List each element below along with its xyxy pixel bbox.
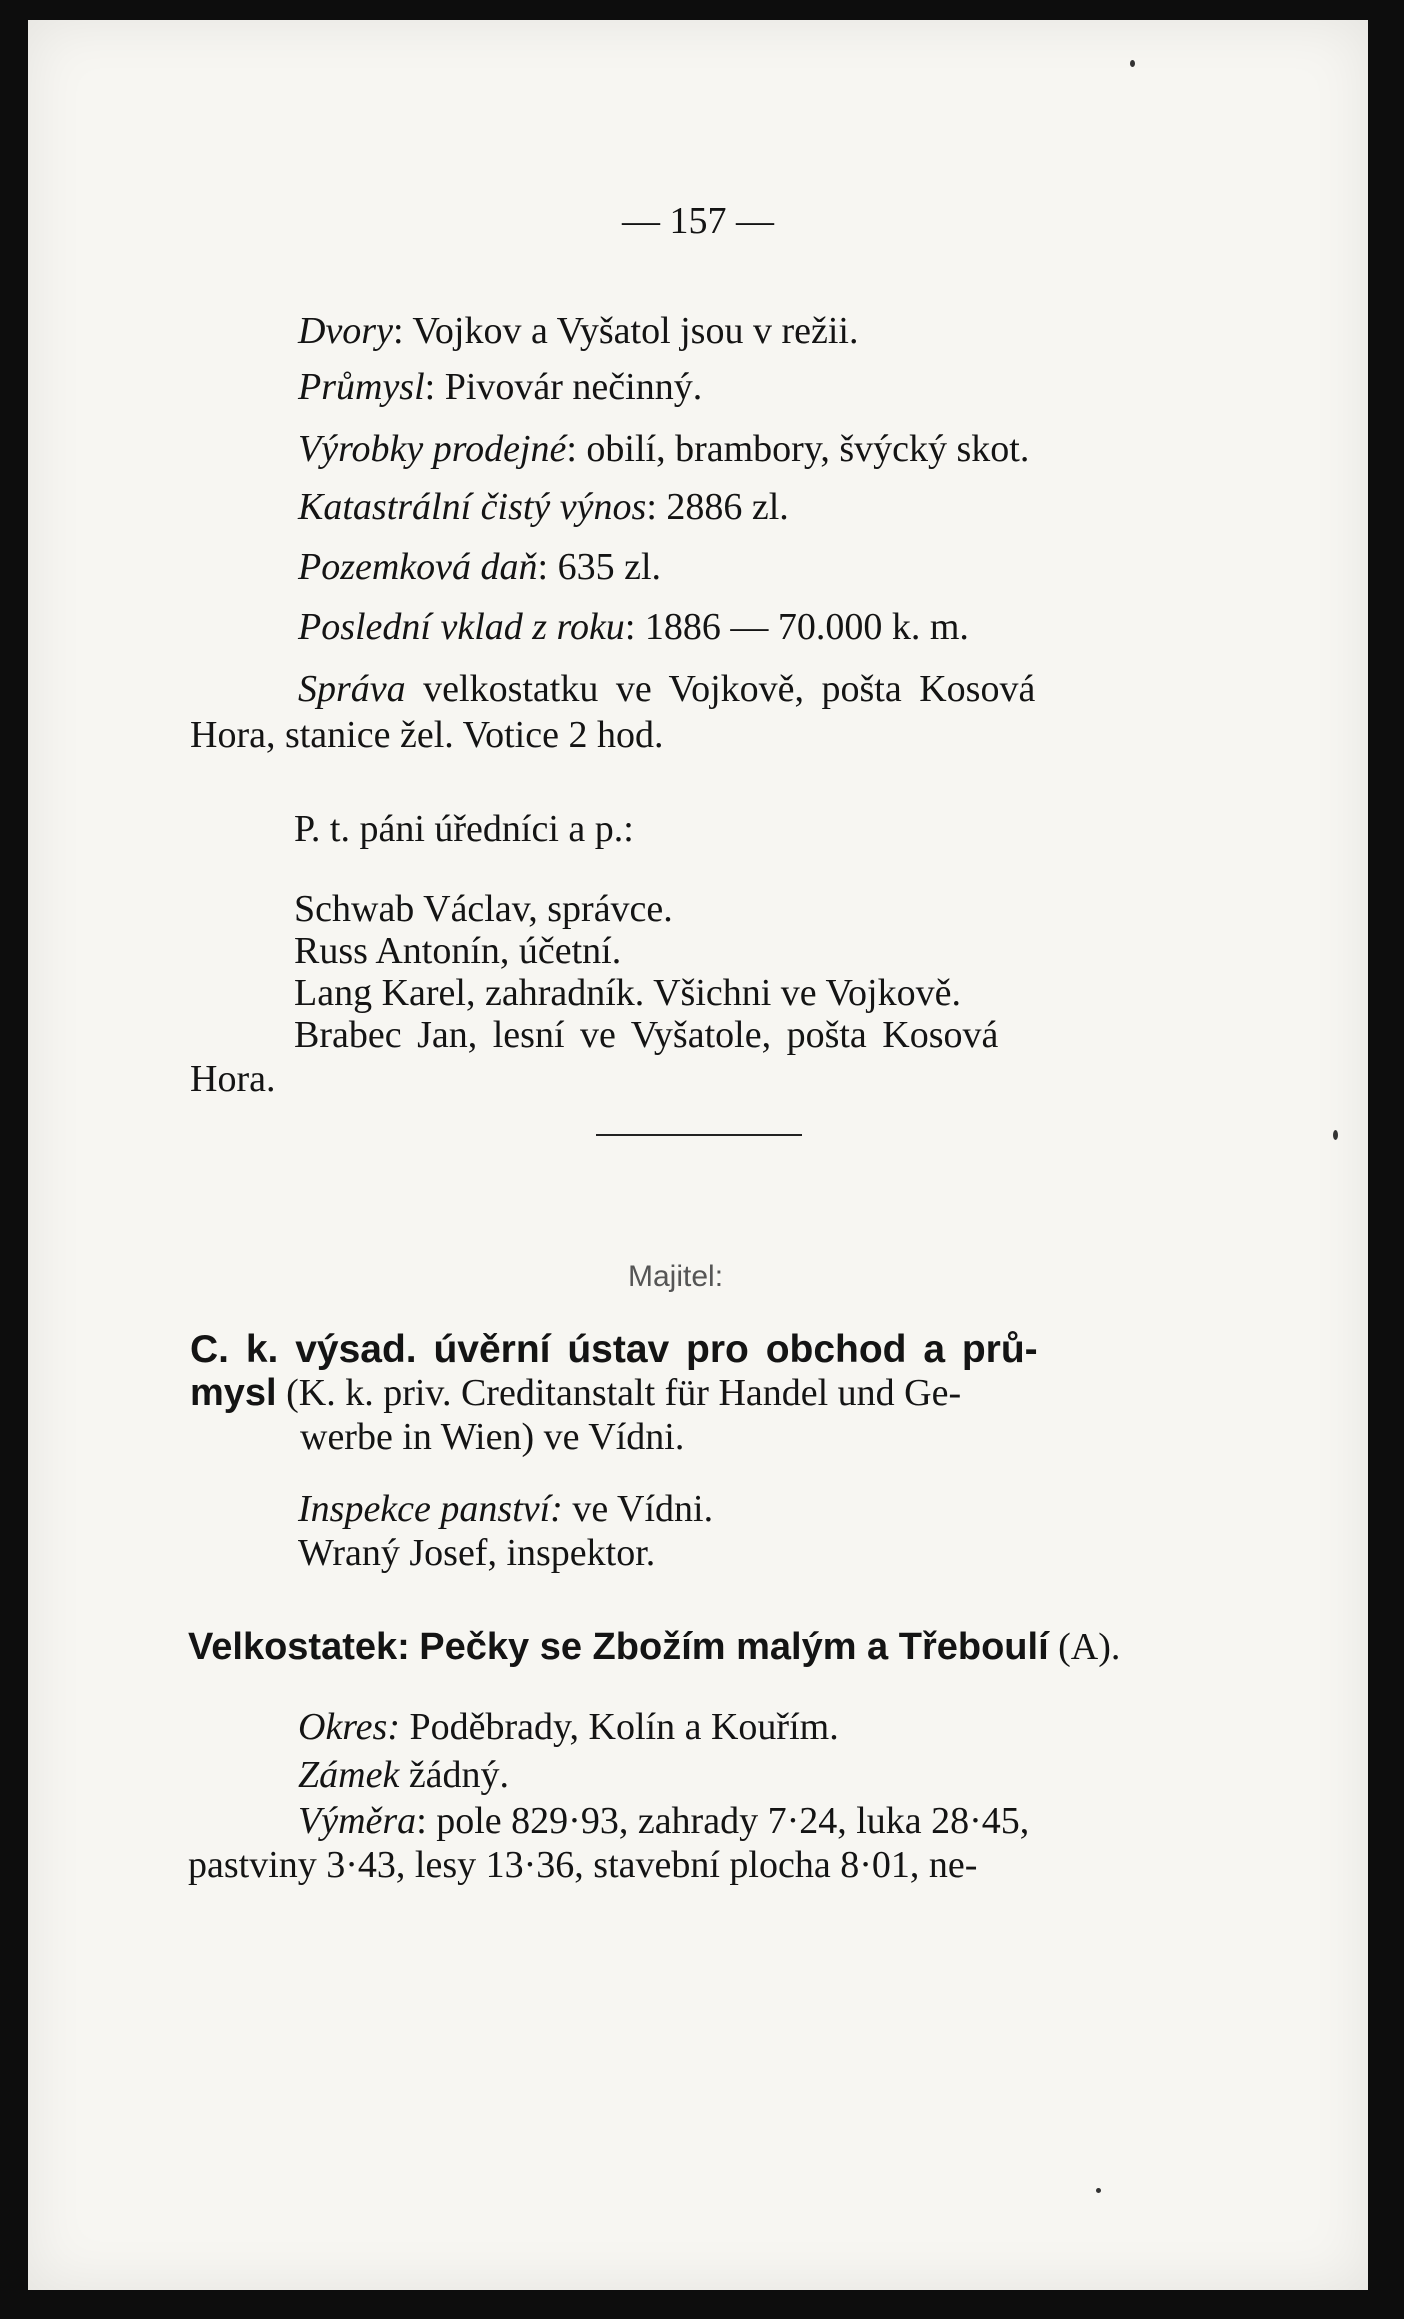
vklad-text: : 1886 — 70.000 k. m. [624, 606, 969, 648]
paper-speck [1130, 60, 1135, 67]
katastr-label: Katastrální čistý výnos [298, 486, 647, 528]
owner-name-line-3: werbe in Wien) ve Vídni. [300, 1416, 685, 1458]
official-line: Russ Antonín, účetní. [294, 930, 622, 972]
vymera-text: : pole 829·93, zahrady 7·24, luka 28·45, [416, 1800, 1030, 1842]
officials-intro: P. t. páni úředníci a p.: [294, 808, 634, 850]
estate-heading-name: Pečky se Zbožím malým a Třeboulí [419, 1626, 1049, 1668]
line-dan [298, 548, 661, 586]
section-divider [596, 1134, 802, 1136]
okres-text: Poděbrady, Kolín a Kouřím. [409, 1706, 839, 1748]
dan-label: Pozemková daň [298, 546, 538, 588]
inspekce-label: Inspekce panství: [298, 1488, 563, 1530]
okres-label: Okres: [298, 1706, 400, 1748]
page-number: — 157 — [622, 200, 774, 242]
owner-name-line-2 [190, 1374, 961, 1412]
book-page [28, 20, 1368, 2290]
official-line: Schwab Václav, správce. [294, 888, 673, 930]
line-vyrobky [298, 430, 1029, 468]
line-inspector: Wraný Josef, inspektor. [298, 1532, 656, 1574]
paper-speck [1096, 2188, 1101, 2193]
vyrobky-label: Výrobky prodejné [298, 428, 567, 470]
line-dvory [298, 312, 858, 350]
vymera-label: Výměra [298, 1800, 417, 1842]
line-sprava-2: Hora, stanice žel. Votice 2 hod. [190, 714, 664, 756]
line-okres [298, 1708, 839, 1746]
line-prumysl [298, 368, 702, 406]
sprava-label: Správa [298, 668, 406, 710]
official-line: Lang Karel, zahradník. Všichni ve Vojkově. [294, 972, 961, 1014]
zamek-text: žádný. [408, 1754, 510, 1796]
prumysl-label: Průmysl [298, 366, 425, 408]
zamek-label: Zámek [298, 1754, 400, 1796]
owner-name-bold-2: mysl [190, 1372, 277, 1414]
inspekce-text: ve Vídni. [572, 1488, 714, 1530]
estate-heading [188, 1628, 1120, 1666]
line-vymera [298, 1802, 1029, 1840]
sprava-text: velkostatku ve Vojkově, pošta Kosová [423, 668, 1036, 710]
dvory-text: : Vojkov a Vyšatol jsou v režii. [392, 310, 859, 352]
owner-label: Majitel: [628, 1260, 724, 1293]
line-vklad [298, 608, 969, 646]
official-line: Brabec Jan, lesní ve Vyšatole, pošta Kosová [294, 1014, 999, 1056]
official-line: Hora. [190, 1058, 276, 1100]
line-katastr [298, 488, 789, 526]
dvory-label: Dvory [298, 310, 393, 352]
paper-speck [1333, 1130, 1338, 1140]
owner-name-line-1: C. k. výsad. úvěrní ústav pro obchod a prů- [190, 1328, 1038, 1371]
estate-heading-suffix: (A). [1058, 1626, 1121, 1668]
prumysl-text: : Pivovár nečinný. [424, 366, 703, 408]
line-sprava [298, 670, 1035, 708]
dan-text: : 635 zl. [537, 546, 662, 588]
line-zamek [298, 1756, 509, 1794]
line-inspekce [298, 1490, 713, 1528]
owner-name-rest-2: (K. k. priv. Creditanstalt für Handel und Ge- [286, 1372, 962, 1414]
katastr-text: : 2886 zl. [646, 486, 789, 528]
line-vymera-2: pastviny 3·43, lesy 13·36, stavební plocha 8·01, ne- [188, 1844, 978, 1886]
vyrobky-text: : obilí, brambory, švýcký skot. [566, 428, 1030, 470]
estate-heading-label: Velkostatek: [188, 1626, 410, 1668]
vklad-label: Poslední vklad z roku [298, 606, 625, 648]
